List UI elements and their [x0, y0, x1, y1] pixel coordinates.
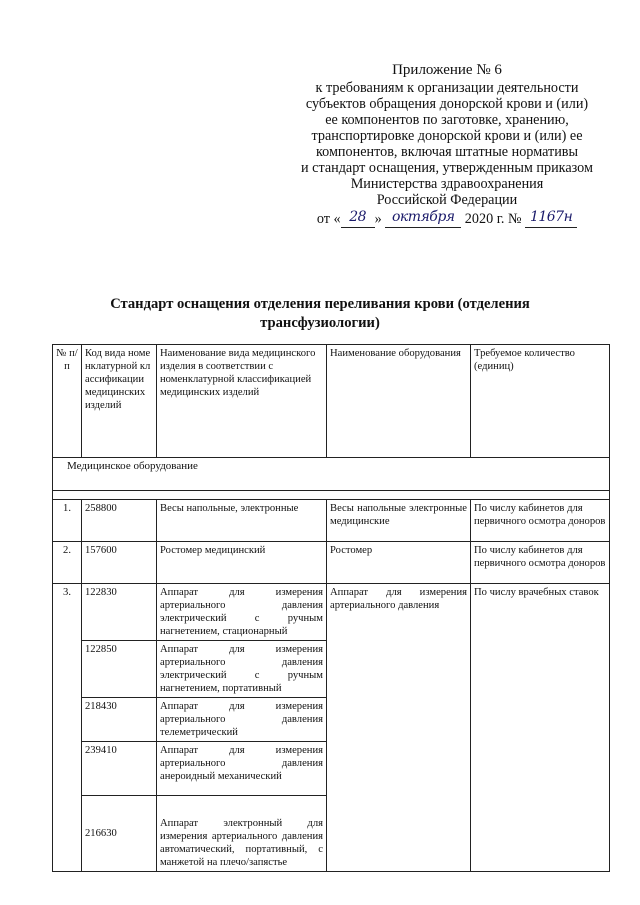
equipment-table	[52, 344, 610, 872]
table-header-row	[53, 345, 610, 458]
row-device-name: Ростомер медицинский	[157, 542, 327, 584]
approval-line: к требованиям к организации деятельности	[315, 80, 579, 96]
row-device-name: Аппарат для измерения артериального давления телеметрический	[157, 698, 327, 742]
approval-line: и стандарт оснащения, утвержденным приказом	[301, 160, 593, 176]
approval-line: транспортировке донорской крови и (или) ее	[311, 128, 583, 144]
day-handwritten: 28	[349, 209, 367, 225]
spacer-cell	[53, 491, 610, 500]
group-equipment: Аппарат для измерения артериального давления	[327, 584, 471, 872]
header-device-name: Наименование вида медицинского изделия в соответствии с номенклатурной классификацией медицинских изделий	[157, 345, 327, 458]
approval-block	[288, 62, 606, 228]
month-handwritten: октября	[391, 209, 455, 225]
equipment-table-wrapper	[52, 344, 609, 872]
approval-line: ее компонентов по заготовке, хранению,	[325, 112, 569, 128]
header-quantity: Требуемое количество (единиц)	[471, 345, 610, 458]
row-device-name: Аппарат электронный для измерения артериального давления автоматический, портативный, с манжетой на плечо/запястье	[157, 796, 327, 872]
row-code: 258800	[82, 500, 157, 542]
row-code: 218430	[82, 698, 157, 742]
row-code: 157600	[82, 542, 157, 584]
row-quantity: По числу кабинетов для первичного осмотра доноров	[471, 542, 610, 584]
appendix-title: Приложение № 6	[392, 62, 502, 78]
section-title: Медицинское оборудование	[53, 458, 610, 491]
approval-line: компонентов, включая штатные нормативы	[315, 144, 579, 160]
row-code: 216630	[82, 796, 157, 872]
table-row	[53, 584, 610, 641]
year-number-label: 2020 г. №	[464, 211, 522, 227]
month-field	[385, 211, 461, 228]
table-row	[53, 542, 610, 584]
header-code: Код вида номенклатурной классификации медицинских изделий	[82, 345, 157, 458]
row-quantity: По числу кабинетов для первичного осмотра доноров	[471, 500, 610, 542]
row-equipment: Ростомер	[327, 542, 471, 584]
row-number: 2.	[53, 542, 82, 584]
row-equipment: Весы напольные электронные медицинские	[327, 500, 471, 542]
row-code: 122830	[82, 584, 157, 641]
row-code: 122850	[82, 641, 157, 698]
row-device-name: Весы напольные, электронные	[157, 500, 327, 542]
approval-line: Российской Федерации	[376, 192, 518, 208]
row-device-name: Аппарат для измерения артериального давления электрический с ручным нагнетением, портативный	[157, 641, 327, 698]
section-row	[53, 458, 610, 491]
group-quantity: По числу врачебных ставок	[471, 584, 610, 872]
order-number-handwritten: 1167н	[529, 209, 573, 225]
day-field	[341, 211, 375, 228]
document-title: Стандарт оснащения отделения переливания крови (отделения трансфузиологии)	[110, 296, 530, 331]
row-number: 1.	[53, 500, 82, 542]
group-number: 3.	[53, 584, 82, 872]
approval-line: субъектов обращения донорской крови и (или)	[305, 96, 589, 112]
table-row	[53, 500, 610, 542]
approval-line: Министерства здравоохранения	[350, 176, 544, 192]
order-number-field	[525, 211, 577, 228]
row-device-name: Аппарат для измерения артериального давления анероидный механический	[157, 742, 327, 796]
header-number: № п/п	[53, 345, 82, 458]
row-code: 239410	[82, 742, 157, 796]
row-device-name: Аппарат для измерения артериального давления электрический с ручным нагнетением, стационарный	[157, 584, 327, 641]
order-date-line	[288, 211, 606, 228]
spacer-row	[53, 491, 610, 500]
date-mid: »	[374, 211, 382, 227]
header-equipment: Наименование оборудования	[327, 345, 471, 458]
date-prefix: от «	[316, 211, 341, 227]
